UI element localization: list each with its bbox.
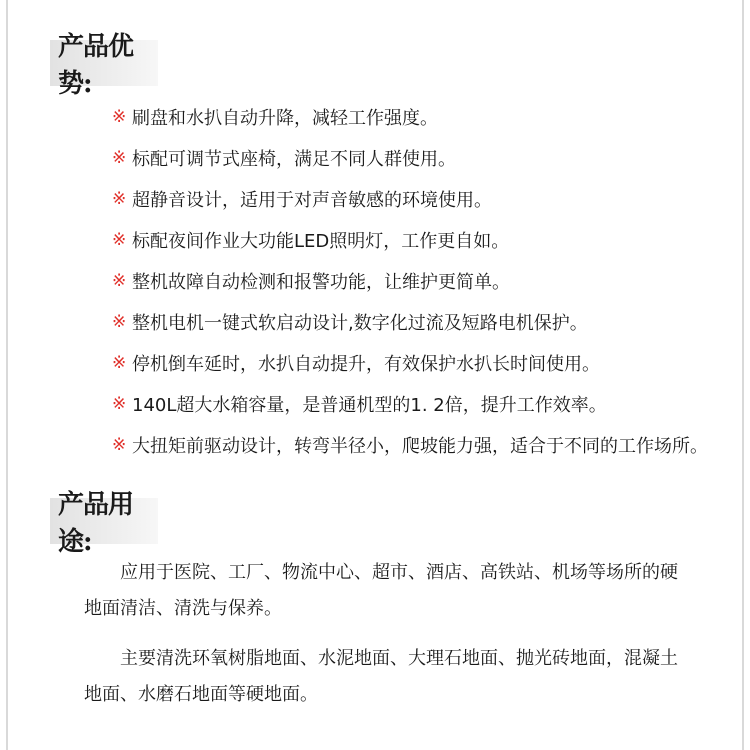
list-item xyxy=(112,424,708,465)
list-item xyxy=(112,137,708,178)
advantage-text: 140L超大水箱容量，是普通机型的1. 2倍，提升工作效率。 xyxy=(132,394,607,416)
advantages-list xyxy=(112,96,708,465)
list-item xyxy=(112,342,708,383)
list-item xyxy=(112,178,708,219)
list-item xyxy=(112,301,708,342)
advantage-text: 整机故障自动检测和报警功能，让维护更简单。 xyxy=(132,271,510,293)
reference-mark-icon: ※ xyxy=(112,270,127,291)
list-item xyxy=(112,260,708,301)
advantage-text: 超静音设计，适用于对声音敏感的环境使用。 xyxy=(132,189,492,211)
reference-mark-icon: ※ xyxy=(112,106,127,127)
uses-heading-text: 产品用途: xyxy=(58,490,134,557)
reference-mark-icon: ※ xyxy=(112,434,127,455)
advantage-text: 标配夜间作业大功能LED照明灯，工作更自如。 xyxy=(132,230,510,252)
uses-paragraph: 应用于医院、工厂、物流中心、超市、酒店、高铁站、机场等场所的硬地面清洁、清洗与保养。 xyxy=(84,562,678,619)
advantage-text: 标配可调节式座椅，满足不同人群使用。 xyxy=(132,148,456,170)
advantage-text: 整机电机一键式软启动设计,数字化过流及短路电机保护。 xyxy=(132,312,588,334)
reference-mark-icon: ※ xyxy=(112,229,127,250)
frame-border-left xyxy=(6,0,8,750)
advantages-heading-text: 产品优势: xyxy=(58,32,134,99)
list-item xyxy=(112,383,708,424)
list-item xyxy=(112,219,708,260)
reference-mark-icon: ※ xyxy=(112,311,127,332)
uses-paragraph: 主要清洗环氧树脂地面、水泥地面、大理石地面、抛光砖地面，混凝土地面、水磨石地面等硬地面。 xyxy=(84,648,678,705)
frame-border-right xyxy=(742,0,744,750)
reference-mark-icon: ※ xyxy=(112,352,127,373)
uses-body xyxy=(84,555,694,727)
reference-mark-icon: ※ xyxy=(112,147,127,168)
advantage-text: 刷盘和水扒自动升降，减轻工作强度。 xyxy=(132,107,438,129)
uses-heading xyxy=(50,490,158,557)
reference-mark-icon: ※ xyxy=(112,188,127,209)
list-item xyxy=(112,96,708,137)
advantages-heading xyxy=(50,32,158,99)
advantage-text: 大扭矩前驱动设计，转弯半径小，爬坡能力强，适合于不同的工作场所。 xyxy=(132,435,708,457)
advantage-text: 停机倒车延时，水扒自动提升，有效保护水扒长时间使用。 xyxy=(132,353,600,375)
reference-mark-icon: ※ xyxy=(112,393,127,414)
